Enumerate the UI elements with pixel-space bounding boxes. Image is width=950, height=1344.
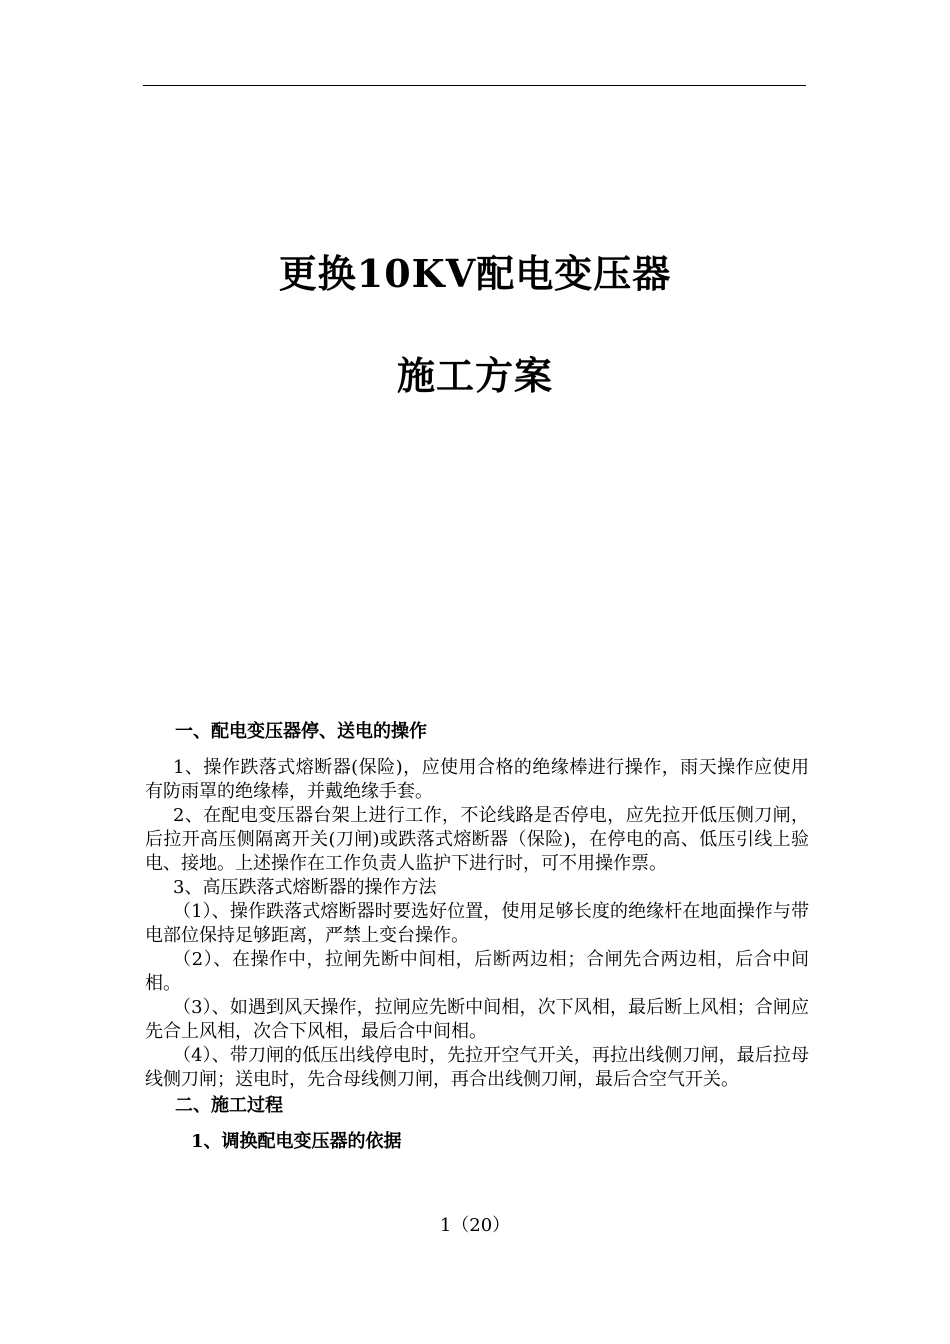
section-heading-1: 一、配电变压器停、送电的操作	[175, 721, 427, 742]
paragraph-7: （4）、带刀闸的低压出线停电时，先拉开空气开关，再拉出线侧刀闸，最后拉母线侧刀闸；送电时，先合母线侧刀闸，再合出线侧刀闸，最后合空气开关。	[145, 1045, 809, 1090]
document-body	[145, 720, 809, 1154]
document-title: 更换10KV配电变压器	[278, 251, 672, 296]
subsection-heading-1: 1、调换配电变压器的依据	[191, 1131, 402, 1152]
document-subtitle: 施工方案	[396, 353, 553, 398]
paragraph-5: （2）、在操作中，拉闸先断中间相，后断两边相；合闸先合两边相，后合中间相。	[145, 949, 809, 994]
section-heading-2: 二、施工过程	[175, 1095, 283, 1116]
paragraph-2: 2、在配电变压器台架上进行工作，不论线路是否停电，应先拉开低压侧刀闸，后拉开高压侧隔离开关(刀闸)或跌落式熔断器（保险)，在停电的高、低压引线上验电、接地。上述操作在工作负责人监护下进行时，可不用操作票。	[145, 805, 809, 874]
paragraph-3: 3、高压跌落式熔断器的操作方法	[173, 877, 437, 898]
paragraph-6: （3）、如遇到风天操作，拉闸应先断中间相，次下风相，最后断上风相；合闸应先合上风相，次合下风相，最后合中间相。	[145, 997, 809, 1042]
paragraph-1: 1、操作跌落式熔断器(保险)，应使用合格的绝缘棒进行操作，雨天操作应使用有防雨罩的绝缘棒，并戴绝缘手套。	[145, 757, 809, 802]
paragraph-4: （1）、操作跌落式熔断器时要选好位置，使用足够长度的绝缘杆在地面操作与带电部位保持足够距离，严禁上变台操作。	[145, 901, 809, 946]
header-rule	[143, 85, 806, 86]
page-number: 1（20）	[439, 1215, 511, 1236]
